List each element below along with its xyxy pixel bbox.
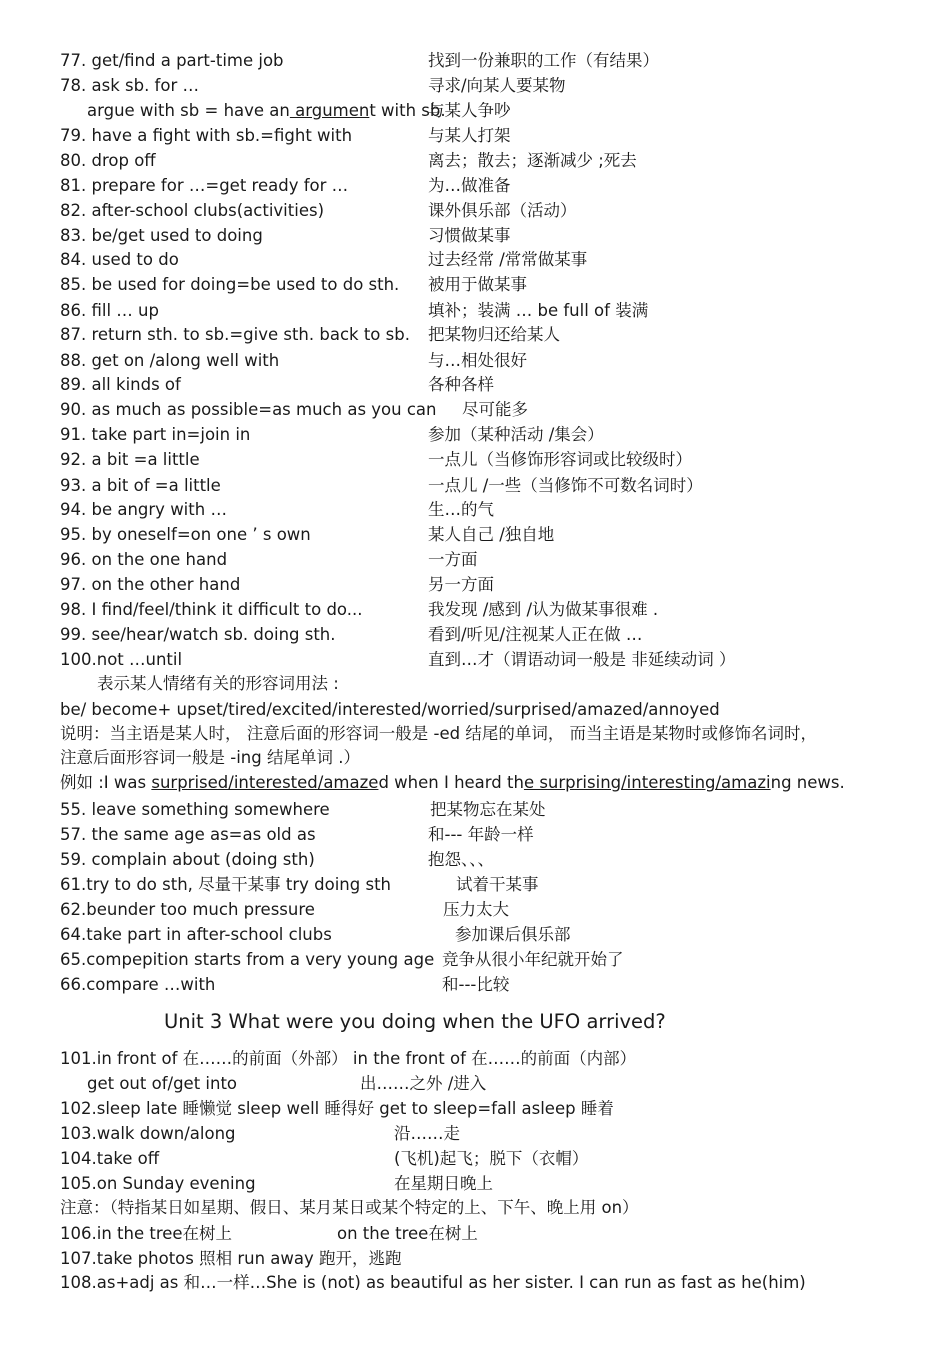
phrase-88-zh: 与…相处很好 (428, 351, 527, 370)
phrase-argue-en: argue with sb = have an argument with sb. (87, 101, 446, 120)
phrase-62-zh: 压力太大 (443, 900, 509, 919)
phrase-101: 101.in front of 在……的前面（外部） in the front of 在……的前面（内部） (60, 1049, 637, 1068)
phrase-93-zh: 一点儿 /一些（当修饰不可数名词时） (428, 476, 703, 495)
phrase-107: 107.take photos 照相 run away 跑开，逃跑 (60, 1249, 402, 1268)
phrase-argue-zh: 与某人争吵 (428, 101, 511, 120)
phrase-102: 102.sleep late 睡懒觉 sleep well 睡得好 get to sleep=fall asleep 睡着 (60, 1099, 614, 1118)
phrase-104-zh: (飞机)起飞；脱下（衣帽） (394, 1149, 589, 1168)
phrase-61-en: 61.try to do sth, 尽量干某事 try doing sth (60, 875, 391, 894)
phrase-105-en: 105.on Sunday evening (60, 1174, 256, 1193)
phrase-80-en: 80. drop off (60, 151, 156, 170)
adj-note-2: 注意后面形容词一般是 -ing 结尾单词 .） (60, 748, 360, 767)
phrase-77-zh: 找到一份兼职的工作（有结果） (428, 51, 659, 70)
phrase-78-zh: 寻求/向某人要某物 (428, 76, 566, 95)
phrase-59-zh: 抱怨、、、 (428, 850, 494, 869)
phrase-77-en: 77. get/find a part-time job (60, 51, 284, 70)
phrase-87-en: 87. return sth. to sb.=give sth. back to sb. (60, 325, 410, 344)
phrase-104-en: 104.take off (60, 1149, 160, 1168)
phrase-95-en: 95. by oneself=on one ’ s own (60, 525, 311, 544)
adj-heading: 表示某人情绪有关的形容词用法 : (97, 674, 339, 693)
phrase-98-zh: 我发现 /感到 /认为做某事很难 . (428, 600, 659, 619)
phrase-92-zh: 一点儿（当修饰形容词或比较级时） (428, 450, 692, 469)
phrase-100-zh: 直到…才（谓语动词一般是 非延续动词 ） (428, 650, 736, 669)
phrase-86-zh: 填补；装满 … be full of 装满 (428, 301, 649, 320)
note-on: 注意：（特指某日如星期、假日、某月某日或某个特定的上、下午、晚上用 on） (60, 1198, 639, 1217)
phrase-55-en: 55. leave something somewhere (60, 800, 330, 819)
adj-example: 例如 :I was surprised/interested/amazed when I heard the surprising/interesting/amazing news. (60, 773, 845, 792)
phrase-90-en: 90. as much as possible=as much as you can (60, 400, 437, 419)
phrase-55-zh: 把某物忘在某处 (430, 800, 546, 819)
phrase-100-en: 100.not …until (60, 650, 183, 669)
phrase-101b-zh: 出……之外 /进入 (360, 1074, 487, 1093)
phrase-98-en: 98. I find/feel/think it difficult to do... (60, 600, 363, 619)
phrase-87-zh: 把某物归还给某人 (428, 325, 560, 344)
phrase-83-zh: 习惯做某事 (428, 226, 511, 245)
phrase-96-en: 96. on the one hand (60, 550, 228, 569)
phrase-80-zh: 离去；散去；逐渐减少 ;死去 (428, 151, 637, 170)
phrase-94-en: 94. be angry with … (60, 500, 227, 519)
phrase-103-zh: 沿……走 (394, 1124, 460, 1143)
phrase-99-zh: 看到/听见/注视某人正在做 … (428, 625, 643, 644)
phrase-97-en: 97. on the other hand (60, 575, 241, 594)
phrase-103-en: 103.walk down/along (60, 1124, 236, 1143)
phrase-108: 108.as+adj as 和…一样…She is (not) as beautiful as her sister. I can run as fast as he(him) (60, 1273, 806, 1292)
phrase-89-zh: 各种各样 (428, 375, 494, 394)
phrase-93-en: 93. a bit of =a little (60, 476, 221, 495)
phrase-85-en: 85. be used for doing=be used to do sth. (60, 275, 400, 294)
phrase-90-zh: 尽可能多 (462, 400, 528, 419)
phrase-95-zh: 某人自己 /独自地 (428, 525, 555, 544)
phrase-57-zh: 和--- 年龄一样 (428, 825, 534, 844)
phrase-61-zh: 试着干某事 (456, 875, 539, 894)
phrase-83-en: 83. be/get used to doing (60, 226, 263, 245)
phrase-89-en: 89. all kinds of (60, 375, 181, 394)
phrase-92-en: 92. a bit =a little (60, 450, 200, 469)
phrase-65-zh: 竞争从很小年纪就开始了 (442, 950, 624, 969)
phrase-106-zh: on the tree在树上 (337, 1224, 478, 1243)
phrase-81-zh: 为…做准备 (428, 176, 511, 195)
phrase-64-en: 64.take part in after-school clubs (60, 925, 332, 944)
phrase-82-zh: 课外俱乐部（活动） (428, 201, 577, 220)
phrase-96-zh: 一方面 (428, 550, 478, 569)
phrase-94-zh: 生…的气 (428, 500, 494, 519)
phrase-88-en: 88. get on /along well with (60, 351, 280, 370)
adj-note-1: 说明：当主语是某人时， 注意后面的形容词一般是 -ed 结尾的单词， 而当主语是某物时或修饰名词时， (60, 724, 818, 743)
phrase-91-en: 91. take part in=join in (60, 425, 251, 444)
phrase-86-en: 86. fill … up (60, 301, 159, 320)
unit-title: Unit 3 What were you doing when the UFO arrived? (164, 1010, 666, 1033)
phrase-81-en: 81. prepare for …=get ready for … (60, 176, 349, 195)
phrase-85-zh: 被用于做某事 (428, 275, 527, 294)
phrase-62-en: 62.beunder too much pressure (60, 900, 315, 919)
phrase-79-zh: 与某人打架 (428, 126, 511, 145)
phrase-65-en: 65.compepition starts from a very young age (60, 950, 435, 969)
phrase-82-en: 82. after-school clubs(activities) (60, 201, 325, 220)
phrase-99-en: 99. see/hear/watch sb. doing sth. (60, 625, 336, 644)
phrase-79-en: 79. have a fight with sb.=fight with (60, 126, 353, 145)
phrase-101b-en: get out of/get into (87, 1074, 238, 1093)
phrase-105-zh: 在星期日晚上 (394, 1174, 493, 1193)
phrase-66-zh: 和---比较 (442, 975, 510, 994)
phrase-59-en: 59. complain about (doing sth) (60, 850, 315, 869)
phrase-64-zh: 参加课后俱乐部 (455, 925, 571, 944)
phrase-84-zh: 过去经常 /常常做某事 (428, 250, 588, 269)
phrase-97-zh: 另一方面 (428, 575, 494, 594)
phrase-78-en: 78. ask sb. for … (60, 76, 199, 95)
phrase-66-en: 66.compare …with (60, 975, 216, 994)
phrase-91-zh: 参加（某种活动 /集会） (428, 425, 604, 444)
phrase-84-en: 84. used to do (60, 250, 179, 269)
phrase-57-en: 57. the same age as=as old as (60, 825, 316, 844)
adj-list: be/ become+ upset/tired/excited/interested/worried/surprised/amazed/annoyed (60, 700, 720, 719)
phrase-106-en: 106.in the tree在树上 (60, 1224, 233, 1243)
